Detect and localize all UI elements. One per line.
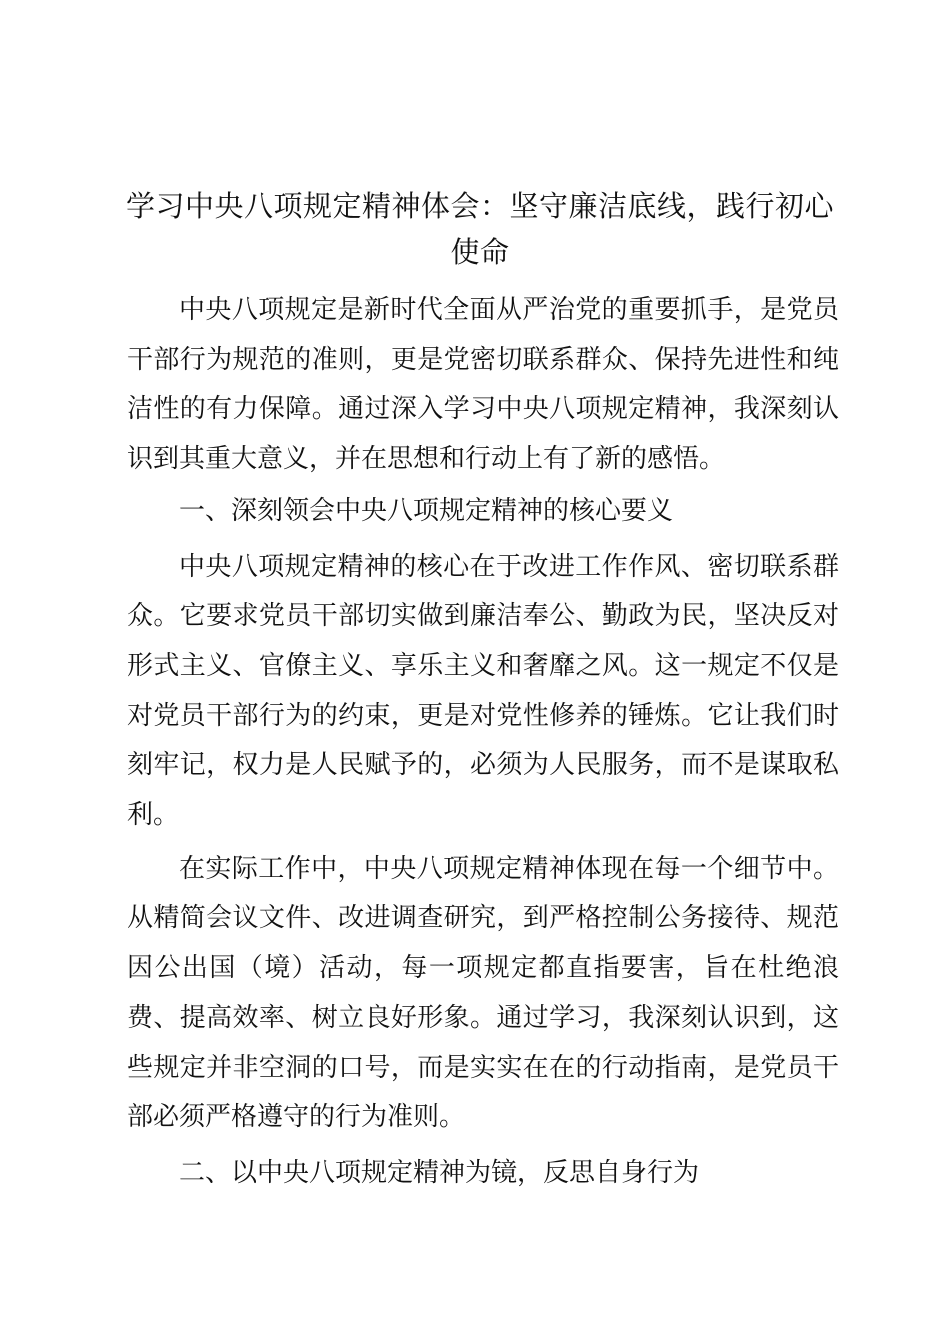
- paragraph-intro: 中央八项规定是新时代全面从严治党的重要抓手，是党员干部行为规范的准则，更是党密切联系群众、保持先进性和纯洁性的有力保障。通过深入学习中央八项规定精神，我深刻认识到其重大意义，并在思想和行动上有了新的感悟。: [127, 295, 839, 475]
- document-title: 学习中央八项规定精神体会：坚守廉洁底线，践行初心使命: [125, 189, 834, 269]
- section-heading-1: 一、深刻领会中央八项规定精神的核心要义: [179, 495, 674, 526]
- document-body: [127, 286, 839, 1205]
- section-heading-2: 二、以中央八项规定精神为镜，反思自身行为: [179, 1157, 700, 1188]
- paragraph-practice: 在实际工作中，中央八项规定精神体现在每一个细节中。从精简会议文件、改进调查研究，到严格控制公务接待、规范因公出国（境）活动，每一项规定都直指要害，旨在杜绝浪费、提高效率、树立良好形象。通过学习，我深刻认识到，这些规定并非空洞的口号，而是实实在在的行动指南，是党员干部必须严格遵守的行为准则。: [127, 853, 839, 1133]
- paragraph-core-meaning: 中央八项规定精神的核心在于改进工作作风、密切联系群众。它要求党员干部切实做到廉洁奉公、勤政为民，坚决反对形式主义、官僚主义、享乐主义和奢靡之风。这一规定不仅是对党员干部行为的约束，更是对党性修养的锤炼。它让我们时刻牢记，权力是人民赋予的，必须为人民服务，而不是谋取私利。: [127, 551, 839, 831]
